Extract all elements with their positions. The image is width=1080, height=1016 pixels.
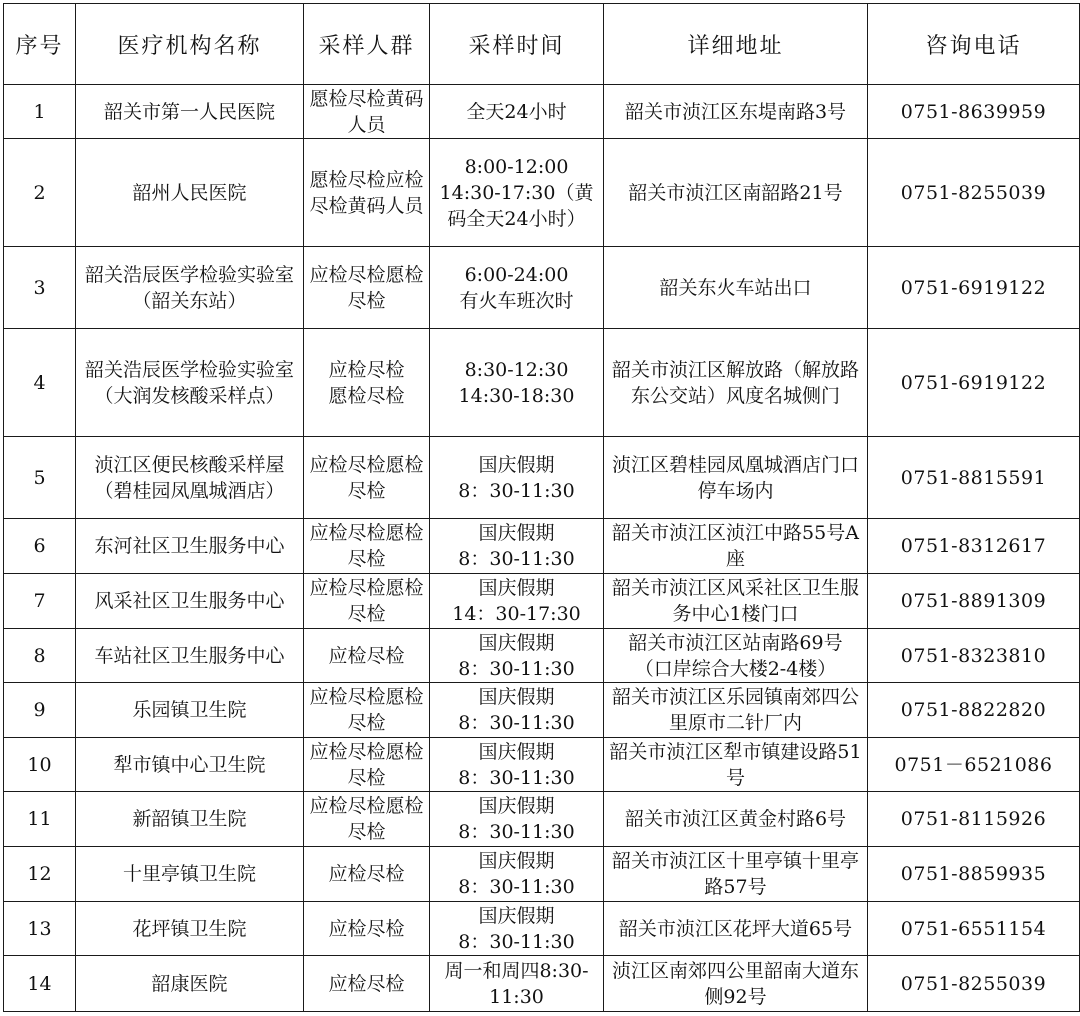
phone-cell-text: 0751-8815591 bbox=[900, 466, 1047, 489]
phone-cell bbox=[868, 519, 1080, 574]
sampling-time-cell bbox=[430, 792, 604, 847]
address-cell-text: 浈江区南郊四公里韶南大道东侧92号 bbox=[611, 959, 859, 1008]
sampling-time-cell-text: 国庆假期 8：30-11:30 bbox=[458, 631, 575, 680]
sampling-time-cell bbox=[430, 574, 604, 629]
sampling-group-cell bbox=[304, 139, 430, 247]
institution-name-cell-text: 犁市镇中心卫生院 bbox=[113, 753, 266, 776]
serial-cell bbox=[4, 247, 76, 329]
table-row bbox=[4, 683, 1080, 738]
institution-name-cell-text: 韶康医院 bbox=[151, 972, 228, 995]
phone-cell bbox=[868, 329, 1080, 437]
serial-cell bbox=[4, 139, 76, 247]
phone-cell-text: 0751-6551154 bbox=[900, 917, 1047, 940]
serial-cell-text: 13 bbox=[27, 917, 52, 940]
institution-name-cell bbox=[76, 629, 304, 683]
sampling-group-cell-text: 应检尽检愿检尽检 bbox=[309, 577, 424, 625]
sampling-time-cell bbox=[430, 629, 604, 683]
phone-cell bbox=[868, 683, 1080, 738]
phone-cell-text: 0751-6919122 bbox=[900, 371, 1047, 394]
address-cell-text: 韶关市浈江区站南路69号 （口岸综合大楼2-4楼） bbox=[628, 631, 843, 680]
phone-cell bbox=[868, 437, 1080, 519]
sampling-group-cell-text: 应检尽检愿检尽检 bbox=[309, 686, 424, 734]
phone-cell-text: 0751-8115926 bbox=[900, 808, 1047, 830]
address-cell bbox=[604, 792, 868, 847]
sampling-group-cell-text: 应检尽检 bbox=[328, 863, 405, 885]
address-cell-text: 韶关市浈江区浈江中路55号A座 bbox=[612, 522, 859, 570]
sampling-time-cell bbox=[430, 738, 604, 792]
sampling-group-cell-text: 愿检尽检黄码人员 bbox=[309, 87, 424, 136]
institution-name-cell-text: 韶关浩辰医学检验实验室 （大润发核酸采样点） bbox=[84, 358, 294, 407]
table-row bbox=[4, 437, 1080, 519]
sampling-group-cell bbox=[304, 956, 430, 1012]
table-row bbox=[4, 574, 1080, 629]
sampling-time-cell-text: 国庆假期 8：30-11:30 bbox=[458, 850, 575, 898]
table-row bbox=[4, 629, 1080, 683]
institution-name-cell-text: 韶关市第一人民医院 bbox=[103, 100, 275, 123]
address-cell bbox=[604, 902, 868, 956]
serial-cell-text: 6 bbox=[33, 535, 46, 557]
address-cell bbox=[604, 629, 868, 683]
sampling-time-cell bbox=[430, 519, 604, 574]
table-row bbox=[4, 139, 1080, 247]
serial-cell-text: 9 bbox=[33, 699, 46, 721]
sampling-time-cell-text: 国庆假期 8：30-11:30 bbox=[458, 904, 575, 953]
address-cell-text: 韶关东火车站出口 bbox=[659, 276, 812, 299]
institution-name-cell-text: 浈江区便民核酸采样屋 （碧桂园凤凰城酒店） bbox=[94, 453, 285, 502]
institution-name-cell bbox=[76, 847, 304, 902]
header-sampling-time: 采样时间 bbox=[430, 4, 604, 85]
address-cell bbox=[604, 574, 868, 629]
sampling-time-cell bbox=[430, 902, 604, 956]
sampling-group-cell-text: 应检尽检愿检尽检 bbox=[309, 453, 424, 502]
phone-cell-text: 0751-6919122 bbox=[900, 276, 1047, 299]
institution-name-cell-text: 风采社区卫生服务中心 bbox=[94, 590, 285, 612]
table-body bbox=[4, 85, 1080, 1012]
serial-cell bbox=[4, 792, 76, 847]
sampling-time-cell bbox=[430, 247, 604, 329]
serial-cell-text: 14 bbox=[27, 972, 52, 995]
institution-name-cell bbox=[76, 437, 304, 519]
sampling-time-cell bbox=[430, 329, 604, 437]
sampling-group-cell-text: 应检尽检 bbox=[328, 917, 405, 940]
serial-cell bbox=[4, 329, 76, 437]
phone-cell-text: 0751-8323810 bbox=[900, 644, 1047, 667]
institution-name-cell bbox=[76, 574, 304, 629]
serial-cell-text: 7 bbox=[33, 590, 46, 612]
sampling-group-cell bbox=[304, 792, 430, 847]
sampling-time-cell-text: 周一和周四8:30-11:30 bbox=[444, 959, 589, 1008]
sampling-time-cell-text: 6:00-24:00 有火车班次时 bbox=[459, 263, 574, 312]
institution-name-cell bbox=[76, 956, 304, 1012]
address-cell-text: 韶关市浈江区犁市镇建设路51号 bbox=[609, 740, 862, 789]
serial-cell bbox=[4, 902, 76, 956]
phone-cell-text: 0751-8312617 bbox=[900, 535, 1047, 557]
address-cell-text: 韶关市浈江区东堤南路3号 bbox=[624, 100, 847, 123]
table-row bbox=[4, 738, 1080, 792]
sampling-group-cell bbox=[304, 437, 430, 519]
phone-cell bbox=[868, 847, 1080, 902]
address-cell bbox=[604, 329, 868, 437]
address-cell bbox=[604, 956, 868, 1012]
header-phone: 咨询电话 bbox=[868, 4, 1080, 85]
phone-cell-text: 0751-8859935 bbox=[900, 863, 1047, 885]
sampling-time-cell-text: 8:30-12:30 14:30-18:30 bbox=[458, 358, 575, 407]
sampling-group-cell-text: 应检尽检愿检尽检 bbox=[309, 795, 424, 843]
institution-name-cell bbox=[76, 738, 304, 792]
table-row bbox=[4, 847, 1080, 902]
sampling-group-cell bbox=[304, 629, 430, 683]
serial-cell bbox=[4, 519, 76, 574]
serial-cell bbox=[4, 847, 76, 902]
header-address: 详细地址 bbox=[604, 4, 868, 85]
sampling-group-cell bbox=[304, 519, 430, 574]
institution-name-cell-text: 花坪镇卫生院 bbox=[132, 917, 247, 940]
sampling-time-cell-text: 国庆假期 8：30-11:30 bbox=[458, 453, 575, 502]
sampling-time-cell-text: 国庆假期 8：30-11:30 bbox=[458, 795, 575, 843]
institution-name-cell bbox=[76, 902, 304, 956]
sampling-group-cell-text: 应检尽检 愿检尽检 bbox=[328, 358, 405, 407]
phone-cell bbox=[868, 792, 1080, 847]
header-serial: 序号 bbox=[4, 4, 76, 85]
phone-cell-text: 0751-8255039 bbox=[900, 972, 1047, 995]
institution-name-cell bbox=[76, 247, 304, 329]
sampling-group-cell bbox=[304, 574, 430, 629]
address-cell bbox=[604, 738, 868, 792]
sampling-group-cell bbox=[304, 247, 430, 329]
sampling-group-cell-text: 应检尽检愿检尽检 bbox=[309, 263, 424, 312]
sampling-time-cell bbox=[430, 847, 604, 902]
sampling-group-cell-text: 应检尽检 bbox=[328, 644, 405, 667]
serial-cell-text: 12 bbox=[27, 863, 52, 885]
sampling-group-cell bbox=[304, 847, 430, 902]
phone-cell bbox=[868, 85, 1080, 139]
phone-cell bbox=[868, 574, 1080, 629]
serial-cell bbox=[4, 574, 76, 629]
address-cell bbox=[604, 437, 868, 519]
table-row bbox=[4, 247, 1080, 329]
institution-name-cell-text: 车站社区卫生服务中心 bbox=[94, 644, 285, 667]
header-sampling-group: 采样人群 bbox=[304, 4, 430, 85]
serial-cell-text: 4 bbox=[33, 371, 46, 394]
address-cell-text: 韶关市浈江区解放路（解放路东公交站）风度名城侧门 bbox=[611, 358, 859, 407]
institution-name-cell-text: 新韶镇卫生院 bbox=[132, 808, 247, 830]
serial-cell-text: 2 bbox=[33, 181, 46, 204]
phone-cell bbox=[868, 139, 1080, 247]
table-row bbox=[4, 792, 1080, 847]
phone-cell bbox=[868, 247, 1080, 329]
institution-name-cell bbox=[76, 139, 304, 247]
sampling-time-cell-text: 8:00-12:00 14:30-17:30（黄码全天24小时） bbox=[439, 155, 594, 230]
sampling-time-cell-text: 国庆假期 8：30-11:30 bbox=[458, 686, 575, 734]
sampling-group-cell-text: 应检尽检愿检尽检 bbox=[309, 740, 424, 789]
address-cell bbox=[604, 247, 868, 329]
table-row bbox=[4, 956, 1080, 1012]
sampling-time-cell-text: 国庆假期 8：30-11:30 bbox=[458, 740, 575, 789]
phone-cell-text: 0751-8822820 bbox=[900, 699, 1047, 721]
institution-name-cell-text: 韶关浩辰医学检验实验室 （韶关东站） bbox=[84, 263, 294, 312]
institution-name-cell bbox=[76, 683, 304, 738]
address-cell-text: 韶关市浈江区风采社区卫生服务中心1楼门口 bbox=[611, 577, 859, 625]
address-cell bbox=[604, 847, 868, 902]
serial-cell bbox=[4, 85, 76, 139]
table-row bbox=[4, 329, 1080, 437]
sampling-group-cell bbox=[304, 902, 430, 956]
address-cell bbox=[604, 683, 868, 738]
serial-cell bbox=[4, 629, 76, 683]
address-cell-text: 韶关市浈江区黄金村路6号 bbox=[624, 808, 847, 830]
address-cell-text: 浈江区碧桂园凤凰城酒店门口停车场内 bbox=[611, 453, 859, 502]
sampling-group-cell bbox=[304, 85, 430, 139]
header-institution-name: 医疗机构名称 bbox=[76, 4, 304, 85]
phone-cell bbox=[868, 629, 1080, 683]
serial-cell bbox=[4, 956, 76, 1012]
sampling-time-cell bbox=[430, 683, 604, 738]
sampling-time-cell bbox=[430, 139, 604, 247]
serial-cell-text: 1 bbox=[33, 100, 46, 123]
sampling-time-cell bbox=[430, 956, 604, 1012]
serial-cell-text: 11 bbox=[27, 808, 52, 830]
serial-cell-text: 8 bbox=[33, 644, 46, 667]
institution-name-cell-text: 韶州人民医院 bbox=[132, 181, 247, 204]
table-row bbox=[4, 902, 1080, 956]
address-cell bbox=[604, 139, 868, 247]
institution-name-cell bbox=[76, 329, 304, 437]
sampling-group-cell-text: 应检尽检 bbox=[328, 972, 405, 995]
table-row bbox=[4, 519, 1080, 574]
sampling-time-cell-text: 国庆假期 8：30-11:30 bbox=[458, 522, 575, 570]
sampling-time-cell bbox=[430, 437, 604, 519]
sampling-time-cell-text: 全天24小时 bbox=[466, 100, 567, 123]
serial-cell-text: 5 bbox=[33, 466, 46, 489]
institution-name-cell bbox=[76, 792, 304, 847]
table-row bbox=[4, 85, 1080, 139]
phone-cell-text: 0751-8639959 bbox=[900, 100, 1047, 123]
serial-cell bbox=[4, 683, 76, 738]
sampling-group-cell bbox=[304, 738, 430, 792]
phone-cell bbox=[868, 956, 1080, 1012]
serial-cell-text: 3 bbox=[33, 276, 46, 299]
address-cell-text: 韶关市浈江区花坪大道65号 bbox=[618, 917, 853, 940]
address-cell-text: 韶关市浈江区南韶路21号 bbox=[628, 181, 843, 204]
testing-sites-table bbox=[3, 3, 1080, 1012]
sampling-group-cell-text: 愿检尽检应检尽检黄码人员 bbox=[309, 168, 424, 217]
institution-name-cell-text: 东河社区卫生服务中心 bbox=[94, 535, 285, 557]
phone-cell-text: 0751-8891309 bbox=[900, 590, 1047, 612]
serial-cell bbox=[4, 738, 76, 792]
phone-cell bbox=[868, 738, 1080, 792]
phone-cell-text: 0751－6521086 bbox=[894, 753, 1053, 776]
serial-cell-text: 10 bbox=[27, 753, 52, 776]
phone-cell bbox=[868, 902, 1080, 956]
sampling-time-cell bbox=[430, 85, 604, 139]
sampling-group-cell-text: 应检尽检愿检尽检 bbox=[309, 522, 424, 570]
sampling-group-cell bbox=[304, 683, 430, 738]
address-cell bbox=[604, 85, 868, 139]
address-cell bbox=[604, 519, 868, 574]
institution-name-cell-text: 十里亭镇卫生院 bbox=[122, 863, 256, 885]
institution-name-cell bbox=[76, 85, 304, 139]
phone-cell-text: 0751-8255039 bbox=[900, 181, 1047, 204]
address-cell-text: 韶关市浈江区乐园镇南郊四公里原市二针厂内 bbox=[611, 686, 859, 734]
sampling-time-cell-text: 国庆假期 14：30-17:30 bbox=[452, 577, 581, 625]
header-row bbox=[4, 4, 1080, 85]
address-cell-text: 韶关市浈江区十里亭镇十里亭路57号 bbox=[611, 850, 859, 898]
sampling-group-cell bbox=[304, 329, 430, 437]
institution-name-cell-text: 乐园镇卫生院 bbox=[132, 699, 247, 721]
institution-name-cell bbox=[76, 519, 304, 574]
serial-cell bbox=[4, 437, 76, 519]
